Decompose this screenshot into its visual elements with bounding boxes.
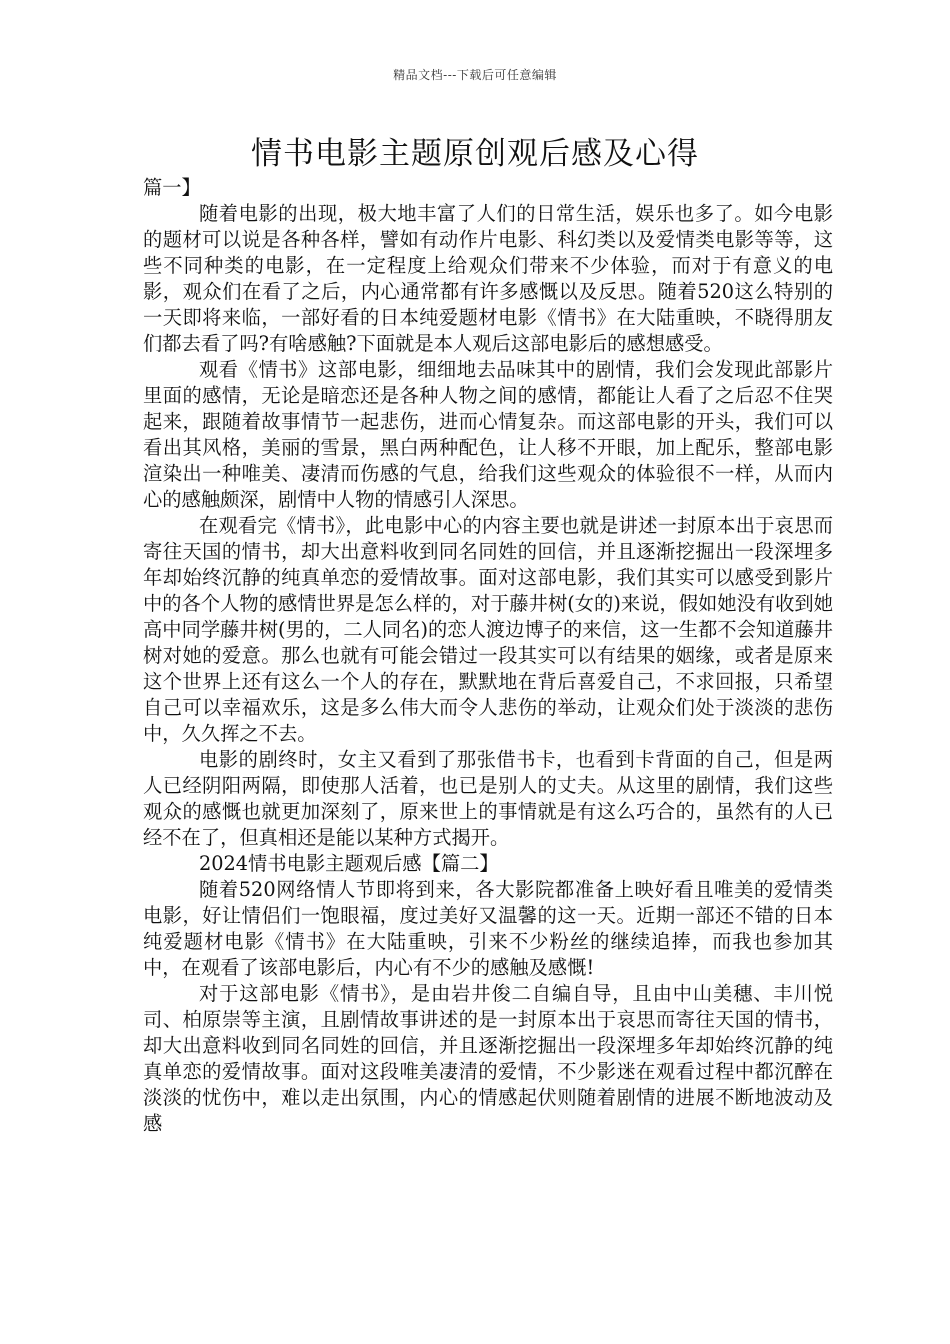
- paragraph: 在观看完《情书》，此电影中心的内容主要也就是讲述一封原本出于哀思而寄往天国的情书，却大出意料收到同名同姓的回信，并且逐渐挖掘出一段深埋多年却始终沉静的纯真单恋的爱情故事。面对这部电影，我们其实可以感受到影片中的各个人物的感情世界是怎么样的，对于藤井树(女的)来说，假如她没有收到她高中同学藤井树(男的，二人同名)的恋人渡边博子的来信，这一生都不会知道藤井树对她的爱意。那么也就有可能会错过一段其实可以有结果的姻缘，或者是原来这个世界上还有这么一个人的存在，默默地在背后喜爱自己，不求回报，只希望自己可以幸福欢乐，这是多么伟大而令人悲伤的举动，让观众们处于淡淡的悲伤中，久久挥之不去。: [143, 514, 833, 745]
- section-heading: 2024情书电影主题观后感【篇二】: [198, 852, 499, 875]
- paragraph: 对于这部电影《情书》，是由岩井俊二自编自导，且由中山美穗、丰川悦司、柏原崇等主演，且剧情故事讲述的是一封原本出于哀思而寄往天国的情书，却大出意料收到同名同姓的回信，并且逐渐挖掘出一段深埋多年却始终沉静的纯真单恋的爱情故事。面对这段唯美凄清的爱情，不少影迷在观看过程中都沉醉在淡淡的忧伤中，难以走出氛围，内心的情感起伏则随着剧情的进展不断地波动及感: [143, 982, 833, 1135]
- paragraph: 电影的剧终时，女主又看到了那张借书卡，也看到卡背面的自己，但是两人已经阴阳两隔，即使那人活着，也已是别人的丈夫。从这里的剧情，我们这些观众的感慨也就更加深刻了，原来世上的事情就是有这么巧合的，虽然有的人已经不在了，但真相还是能以某种方式揭开。: [143, 748, 833, 849]
- page-header: 精品文档---下载后可任意编辑: [393, 68, 557, 82]
- document-body: [143, 175, 833, 1137]
- paragraph: 观看《情书》这部电影，细细地去品味其中的剧情，我们会发现此部影片里面的感情，无论是暗恋还是各种人物之间的感情，都能让人看了之后忍不住哭起来，跟随着故事情节一起悲伤，进而心情复杂。而这部电影的开头，我们可以看出其风格，美丽的雪景，黑白两种配色，让人移不开眼，加上配乐，整部电影渲染出一种唯美、凄清而伤感的气息，给我们这些观众的体验很不一样，从而内心的感触颇深，剧情中人物的情感引人深思。: [143, 358, 833, 511]
- document-title: 情书电影主题原创观后感及心得: [251, 136, 699, 172]
- paragraph: 随着520网络情人节即将到来，各大影院都准备上映好看且唯美的爱情类电影，好让情侣们一饱眼福，度过美好又温馨的这一天。近期一部还不错的日本纯爱题材电影《情书》在大陆重映，引来不少粉丝的继续追捧，而我也参加其中，在观看了该部电影后，内心有不少的感触及感慨!: [143, 878, 833, 979]
- section-label: 篇一】: [143, 176, 201, 199]
- paragraph: 随着电影的出现，极大地丰富了人们的日常生活，娱乐也多了。如今电影的题材可以说是各种各样，譬如有动作片电影、科幻类以及爱情类电影等等，这些不同种类的电影，在一定程度上给观众们带来不少体验，而对于有意义的电影，观众们在看了之后，内心通常都有许多感慨以及反思。随着520这么特别的一天即将来临，一部好看的日本纯爱题材电影《情书》在大陆重映，不晓得朋友们都去看了吗?有啥感触?下面就是本人观后这部电影后的感想感受。: [143, 202, 833, 355]
